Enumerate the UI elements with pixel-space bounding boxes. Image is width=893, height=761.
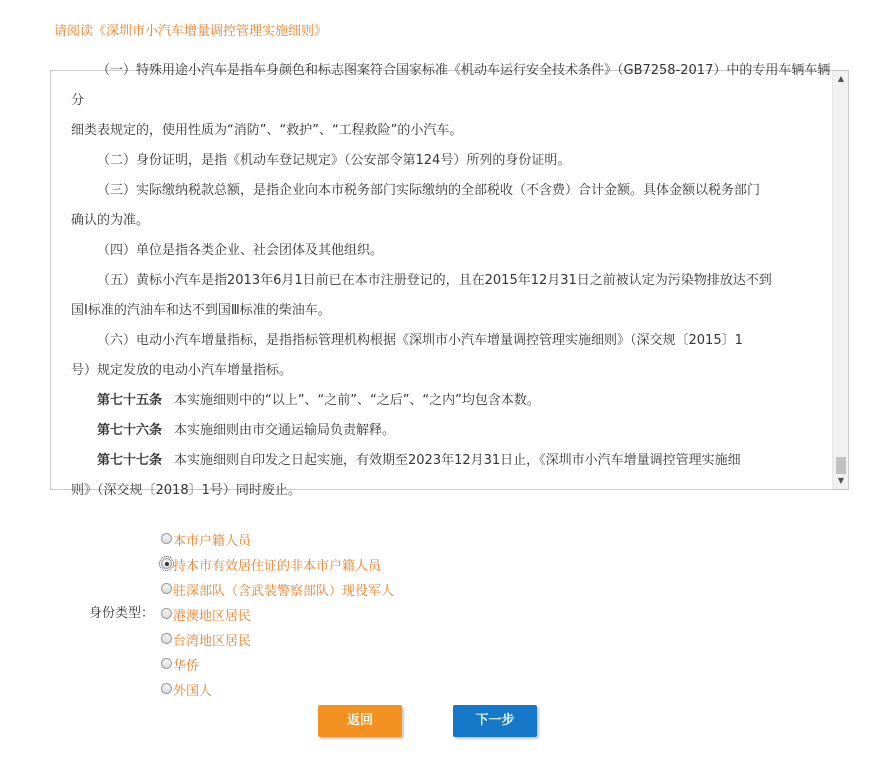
radio-option-local-hukou[interactable] [161, 527, 394, 552]
scroll-down-arrow-icon[interactable]: ▼ [837, 476, 845, 485]
radio-option-military[interactable] [161, 577, 394, 602]
radio-option-taiwan[interactable] [161, 627, 394, 652]
identity-type-radio-group [161, 527, 394, 702]
article-label: 第七十五条 [97, 393, 163, 408]
identity-type-label: 身份类型： [89, 606, 155, 621]
document-viewer[interactable] [50, 63, 849, 498]
doc-paragraph: （三）实际缴纳税款总额，是指企业向本市税务部门实际缴纳的全部税收（不含费）合计金额。具体金额以税务部门 [97, 183, 761, 198]
doc-paragraph: （四）单位是指各类企业、社会团体及其他组织。 [97, 243, 384, 258]
scroll-thumb[interactable] [836, 457, 846, 474]
radio-label[interactable]: 港澳地区居民 [173, 609, 252, 624]
radio-button[interactable] [161, 658, 172, 669]
doc-paragraph: 国Ⅰ标准的汽油车和达不到国Ⅲ标准的柴油车。 [71, 303, 331, 318]
doc-paragraph: （五）黄标小汽车是指2013年6月1日前已在本市注册登记的，且在2015年12月31日之前被认定为污染物排放达不到 [97, 273, 772, 288]
radio-option-foreigner[interactable] [161, 677, 394, 702]
radio-option-overseas-chinese[interactable] [161, 652, 394, 677]
doc-paragraph: 号）规定发放的电动小汽车增量指标。 [71, 363, 293, 378]
radio-button[interactable] [161, 533, 172, 544]
doc-article [71, 416, 833, 446]
next-step-button[interactable]: 下一步 [453, 705, 537, 737]
doc-paragraph: （一）特殊用途小汽车是指车身颜色和标志图案符合国家标准《机动车运行安全技术条件》（GB7258-2017）中的专用车辆车辆分 [71, 63, 831, 108]
doc-paragraph: 则》（深交规〔2018〕1号）同时废止。 [71, 483, 301, 498]
radio-label[interactable]: 华侨 [173, 659, 200, 674]
article-label: 第七十六条 [97, 423, 163, 438]
radio-label[interactable]: 持本市有效居住证的非本市户籍人员 [173, 559, 382, 574]
radio-label[interactable]: 外国人 [173, 684, 213, 699]
radio-button[interactable] [161, 583, 172, 594]
page-title: 请阅读《深圳市小汽车增量调控管理实施细则》 [54, 24, 328, 39]
article-label: 第七十七条 [97, 453, 163, 468]
radio-button[interactable] [161, 608, 172, 619]
radio-label[interactable]: 驻深部队（含武装警察部队）现役军人 [173, 584, 395, 599]
doc-paragraph: 细类表规定的，使用性质为“消防”、“救护”、“工程救险”的小汽车。 [71, 123, 463, 138]
doc-article [71, 386, 833, 416]
radio-button[interactable] [161, 683, 172, 694]
radio-label[interactable]: 台湾地区居民 [173, 634, 252, 649]
article-text: 本实施细则由市交通运输局负责解释。 [174, 423, 396, 438]
document-text [71, 56, 833, 506]
radio-option-hk-macau[interactable] [161, 602, 394, 627]
doc-paragraph: （六）电动小汽车增量指标，是指指标管理机构根据《深圳市小汽车增量调控管理实施细则》（深交规〔2015〕1 [97, 333, 743, 348]
radio-button-selected[interactable] [161, 558, 172, 569]
doc-paragraph: （二）身份证明，是指《机动车登记规定》（公安部令第124号）所列的身份证明。 [97, 153, 571, 168]
article-text: 本实施细则中的“以上”、“之前”、“之后”、“之内”均包含本数。 [174, 393, 540, 408]
doc-article [71, 446, 833, 476]
radio-option-residence-permit[interactable] [161, 552, 394, 577]
doc-paragraph: 确认的为准。 [71, 213, 150, 228]
radio-button[interactable] [161, 633, 172, 644]
vertical-scrollbar[interactable] [832, 71, 848, 489]
radio-label[interactable]: 本市户籍人员 [173, 534, 252, 549]
article-text: 本实施细则自印发之日起实施，有效期至2023年12月31日止，《深圳市小汽车增量调控管理实施细 [174, 453, 741, 468]
back-button[interactable]: 返回 [318, 705, 402, 737]
scroll-up-arrow-icon[interactable]: ▲ [837, 74, 845, 83]
